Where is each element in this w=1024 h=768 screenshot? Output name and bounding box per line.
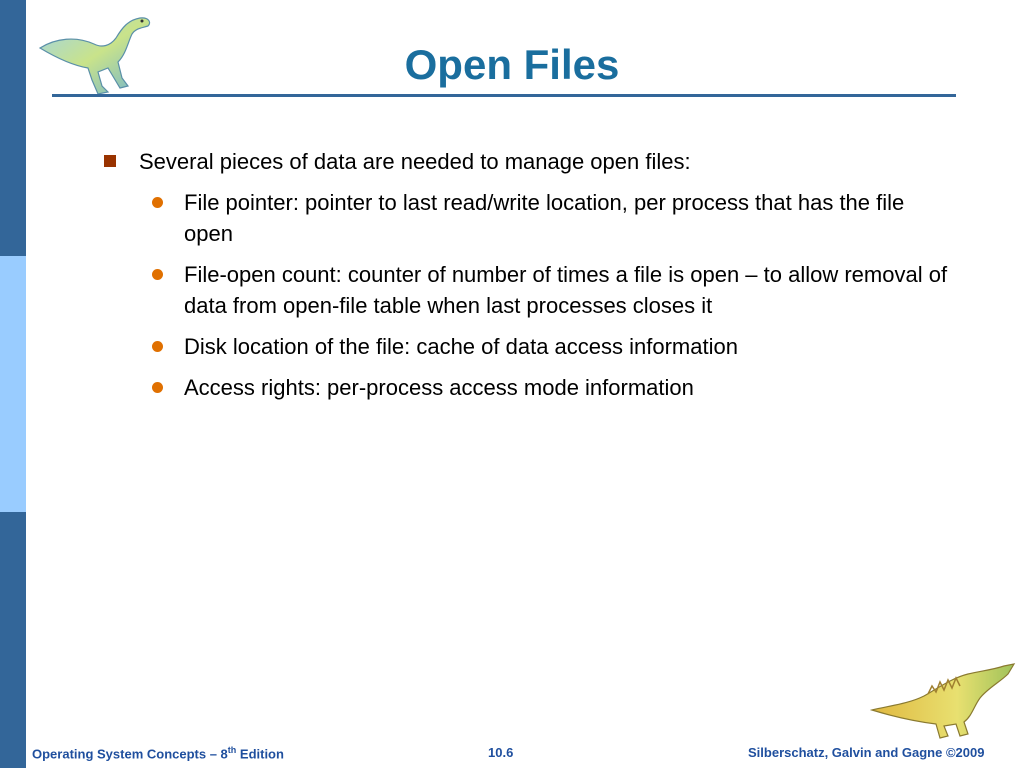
bullet-text: File-open count: counter of number of times a file is open – to allow removal of data from open-file table when last processes closes it xyxy=(184,262,948,318)
bullet-level2 xyxy=(150,331,954,362)
footer-page: 10.6 xyxy=(488,745,514,760)
side-bar xyxy=(0,0,26,768)
bullet-text: File pointer: pointer to last read/write location, per process that has the file open xyxy=(184,190,905,246)
bullet-level2 xyxy=(150,372,954,403)
square-bullet-icon xyxy=(104,155,116,167)
footer-book-suffix: Edition xyxy=(236,746,284,762)
dot-bullet-icon xyxy=(152,197,163,208)
side-bar-highlight xyxy=(0,256,26,512)
footer-book-sup: th xyxy=(227,745,237,755)
dot-bullet-icon xyxy=(152,269,163,280)
bullet-level2 xyxy=(150,259,954,321)
bullet-level2 xyxy=(150,187,954,249)
slide-content xyxy=(104,146,964,413)
title-rule xyxy=(52,94,956,97)
dot-bullet-icon xyxy=(152,382,163,393)
footer-book-prefix: Operating System Concepts – 8 xyxy=(32,746,228,762)
bullet-text: Several pieces of data are needed to manage open files: xyxy=(139,149,691,174)
slide-title: Open Files xyxy=(404,41,620,88)
dot-bullet-icon xyxy=(152,341,163,352)
dinosaur-icon xyxy=(868,660,1018,740)
footer-authors: Silberschatz, Galvin and Gagne ©2009 xyxy=(748,745,985,760)
bullet-text: Disk location of the file: cache of data access information xyxy=(184,334,738,359)
bullet-level1 xyxy=(104,146,964,177)
footer-book xyxy=(32,745,284,761)
bullet-text: Access rights: per-process access mode information xyxy=(184,375,694,400)
